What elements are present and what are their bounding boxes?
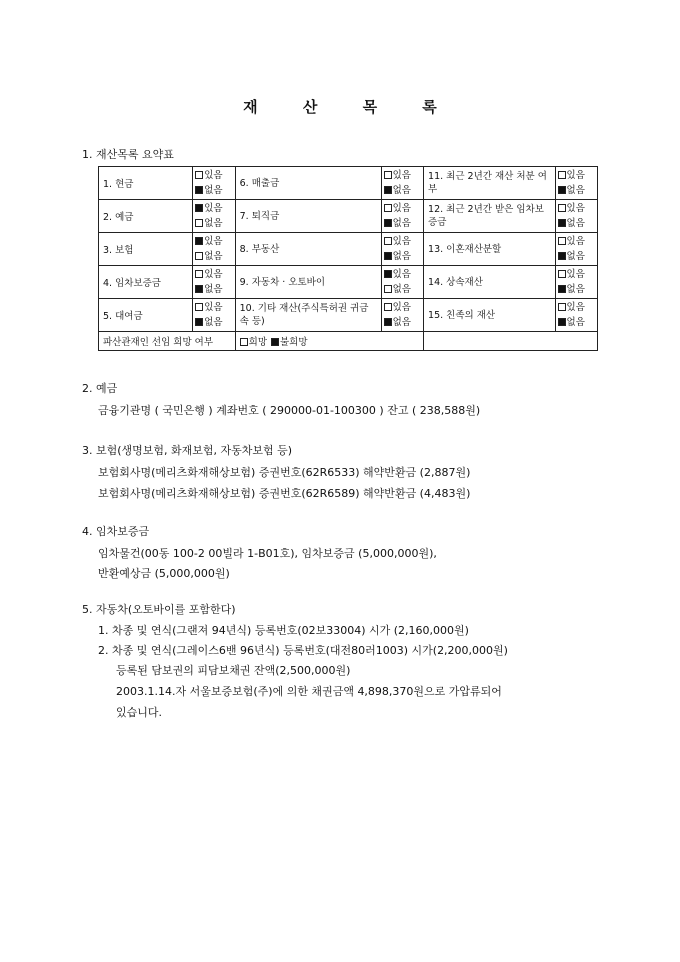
unchecked-box-icon	[558, 303, 566, 311]
asset-item-label: 3. 보험	[99, 233, 193, 266]
option-yes[interactable]	[384, 234, 421, 249]
option-no[interactable]	[384, 315, 421, 330]
asset-item-options	[381, 200, 423, 233]
asset-item-label: 11. 최근 2년간 재산 처분 여부	[424, 167, 555, 200]
unchecked-box-icon	[558, 237, 566, 245]
option-label: 있음	[566, 269, 585, 280]
option-label: 없음	[392, 284, 411, 295]
option-yes[interactable]	[558, 300, 595, 315]
checked-box-icon	[558, 186, 566, 194]
option-label: 있음	[204, 236, 223, 247]
car-line-3: 등록된 담보권의 피담보채권 잔액(2,500,000원)	[116, 664, 351, 677]
section-5-heading: 5. 자동차(오토바이를 포함한다)	[82, 603, 236, 616]
option-label: 희망	[248, 337, 267, 348]
option-label: 없음	[392, 185, 411, 196]
checked-box-icon	[558, 219, 566, 227]
option-yes[interactable]	[384, 168, 421, 183]
option-no[interactable]	[558, 315, 595, 330]
unchecked-box-icon	[558, 204, 566, 212]
option-label: 있음	[204, 269, 223, 280]
option-label: 없음	[204, 218, 223, 229]
option-label: 있음	[204, 170, 223, 181]
option-label: 없음	[204, 251, 223, 262]
option-no[interactable]	[558, 249, 595, 264]
option-label: 있음	[566, 203, 585, 214]
option-no[interactable]	[558, 282, 595, 297]
option-label: 있음	[204, 302, 223, 313]
option-label: 있음	[392, 170, 411, 181]
option-yes[interactable]	[195, 168, 232, 183]
option-label: 없음	[392, 218, 411, 229]
asset-item-options	[381, 167, 423, 200]
unchecked-box-icon	[240, 338, 248, 346]
section-2-heading: 2. 예금	[82, 382, 118, 395]
option-no[interactable]	[384, 216, 421, 231]
checked-box-icon	[558, 318, 566, 326]
option-no[interactable]	[195, 216, 232, 231]
option-yes[interactable]	[195, 234, 232, 249]
asset-item-options	[193, 299, 235, 332]
asset-item-label: 12. 최근 2년간 받은 임차보증금	[424, 200, 555, 233]
summary-row	[99, 266, 598, 299]
car-line-5: 있습니다.	[116, 706, 163, 719]
asset-item-options	[381, 233, 423, 266]
checked-box-icon	[271, 338, 279, 346]
asset-item-options	[193, 200, 235, 233]
checked-box-icon	[195, 186, 203, 194]
trustee-row	[99, 332, 598, 351]
checked-box-icon	[384, 219, 392, 227]
checked-box-icon	[195, 318, 203, 326]
option-no[interactable]	[195, 282, 232, 297]
asset-item-options	[555, 233, 597, 266]
summary-row	[99, 299, 598, 332]
unchecked-box-icon	[384, 171, 392, 179]
car-line-1: 1. 차종 및 연식(그랜져 94년식) 등록번호(02보33004) 시가 (2,160,000원)	[98, 624, 469, 637]
unchecked-box-icon	[195, 219, 203, 227]
option-hope[interactable]	[240, 337, 267, 348]
option-no[interactable]	[384, 249, 421, 264]
unchecked-box-icon	[195, 252, 203, 260]
unchecked-box-icon	[384, 303, 392, 311]
lease-line-2: 반환예상금 (5,000,000원)	[98, 567, 230, 580]
option-yes[interactable]	[558, 267, 595, 282]
asset-item-options	[193, 266, 235, 299]
empty-cell	[424, 332, 598, 351]
option-label: 있음	[392, 269, 411, 280]
section-1-heading: 1. 재산목록 요약표	[82, 148, 174, 161]
asset-item-options	[193, 233, 235, 266]
option-label: 없음	[566, 185, 585, 196]
option-label: 있음	[204, 203, 223, 214]
checked-box-icon	[195, 204, 203, 212]
checked-box-icon	[558, 285, 566, 293]
option-label: 없음	[392, 317, 411, 328]
asset-summary-table	[98, 166, 598, 351]
option-label: 없음	[204, 317, 223, 328]
asset-item-options	[381, 299, 423, 332]
unchecked-box-icon	[195, 171, 203, 179]
option-label: 없음	[204, 284, 223, 295]
option-yes[interactable]	[384, 300, 421, 315]
asset-item-label: 7. 퇴직금	[235, 200, 381, 233]
section-3-heading: 3. 보험(생명보험, 화재보험, 자동차보험 등)	[82, 444, 293, 457]
page-title: 재 산 목 록	[243, 98, 457, 116]
summary-row	[99, 233, 598, 266]
asset-item-label: 14. 상속재산	[424, 266, 555, 299]
option-label: 있음	[392, 302, 411, 313]
unchecked-box-icon	[558, 270, 566, 278]
option-label: 있음	[566, 170, 585, 181]
option-yes[interactable]	[558, 234, 595, 249]
option-no[interactable]	[384, 282, 421, 297]
asset-item-options	[381, 266, 423, 299]
option-no[interactable]	[558, 183, 595, 198]
checked-box-icon	[384, 270, 392, 278]
option-label: 없음	[566, 218, 585, 229]
option-no[interactable]	[195, 183, 232, 198]
option-label: 있음	[566, 236, 585, 247]
asset-item-label: 6. 매출금	[235, 167, 381, 200]
checked-box-icon	[195, 237, 203, 245]
asset-item-label: 8. 부동산	[235, 233, 381, 266]
unchecked-box-icon	[195, 270, 203, 278]
trustee-options	[235, 332, 423, 351]
option-label: 있음	[566, 302, 585, 313]
unchecked-box-icon	[384, 237, 392, 245]
insurance-line-2: 보험회사명(메리츠화재해상보험) 증권번호(62R6589) 해약반환금 (4,483원)	[98, 487, 471, 500]
asset-item-label: 4. 임차보증금	[99, 266, 193, 299]
asset-item-options	[193, 167, 235, 200]
section-4-heading: 4. 임차보증금	[82, 525, 150, 538]
deposit-line: 금융기관명 ( 국민은행 ) 계좌번호 ( 290000-01-100300 ) 잔고 ( 238,588원)	[98, 404, 481, 417]
option-label: 있음	[392, 203, 411, 214]
option-yes[interactable]	[384, 201, 421, 216]
option-label: 없음	[204, 185, 223, 196]
option-yes[interactable]	[195, 201, 232, 216]
car-line-4: 2003.1.14.자 서울보증보험(주)에 의한 채권금액 4,898,370원으로 가압류되어	[116, 685, 502, 698]
asset-item-label: 1. 현금	[99, 167, 193, 200]
insurance-line-1: 보험회사명(메리츠화재해상보험) 증권번호(62R6533) 해약반환금 (2,887원)	[98, 466, 471, 479]
asset-item-options	[555, 299, 597, 332]
asset-item-label: 2. 예금	[99, 200, 193, 233]
car-line-2: 2. 차종 및 연식(그레이스6밴 96년식) 등록번호(대전80러1003) 시가(2,200,000원)	[98, 644, 508, 657]
option-yes[interactable]	[195, 300, 232, 315]
asset-item-label: 15. 친족의 재산	[424, 299, 555, 332]
asset-item-label: 9. 자동차 · 오토바이	[235, 266, 381, 299]
unchecked-box-icon	[384, 285, 392, 293]
checked-box-icon	[195, 285, 203, 293]
checked-box-icon	[384, 318, 392, 326]
asset-item-options	[555, 167, 597, 200]
trustee-label: 파산관재인 선임 희망 여부	[99, 332, 236, 351]
option-label: 있음	[392, 236, 411, 247]
unchecked-box-icon	[195, 303, 203, 311]
asset-item-label: 13. 이혼재산분할	[424, 233, 555, 266]
checked-box-icon	[558, 252, 566, 260]
option-label: 없음	[566, 251, 585, 262]
option-no[interactable]	[558, 216, 595, 231]
summary-row	[99, 167, 598, 200]
asset-item-options	[555, 266, 597, 299]
option-label: 없음	[392, 251, 411, 262]
summary-row	[99, 200, 598, 233]
option-yes[interactable]	[195, 267, 232, 282]
unchecked-box-icon	[384, 204, 392, 212]
option-label: 없음	[566, 317, 585, 328]
option-yes[interactable]	[558, 201, 595, 216]
option-no[interactable]	[384, 183, 421, 198]
option-label: 불희망	[280, 337, 308, 348]
option-no[interactable]	[195, 315, 232, 330]
asset-item-options	[555, 200, 597, 233]
asset-item-label: 10. 기타 재산(주식특허권 귀금속 등)	[235, 299, 381, 332]
option-no[interactable]	[195, 249, 232, 264]
option-yes[interactable]	[384, 267, 421, 282]
unchecked-box-icon	[558, 171, 566, 179]
option-yes[interactable]	[558, 168, 595, 183]
option-label: 없음	[566, 284, 585, 295]
asset-item-label: 5. 대여금	[99, 299, 193, 332]
lease-line-1: 임차물건(00동 100-2 00빌라 1-B01호), 임차보증금 (5,000,000원),	[98, 547, 437, 560]
option-nohope[interactable]	[271, 337, 308, 348]
checked-box-icon	[384, 252, 392, 260]
checked-box-icon	[384, 186, 392, 194]
